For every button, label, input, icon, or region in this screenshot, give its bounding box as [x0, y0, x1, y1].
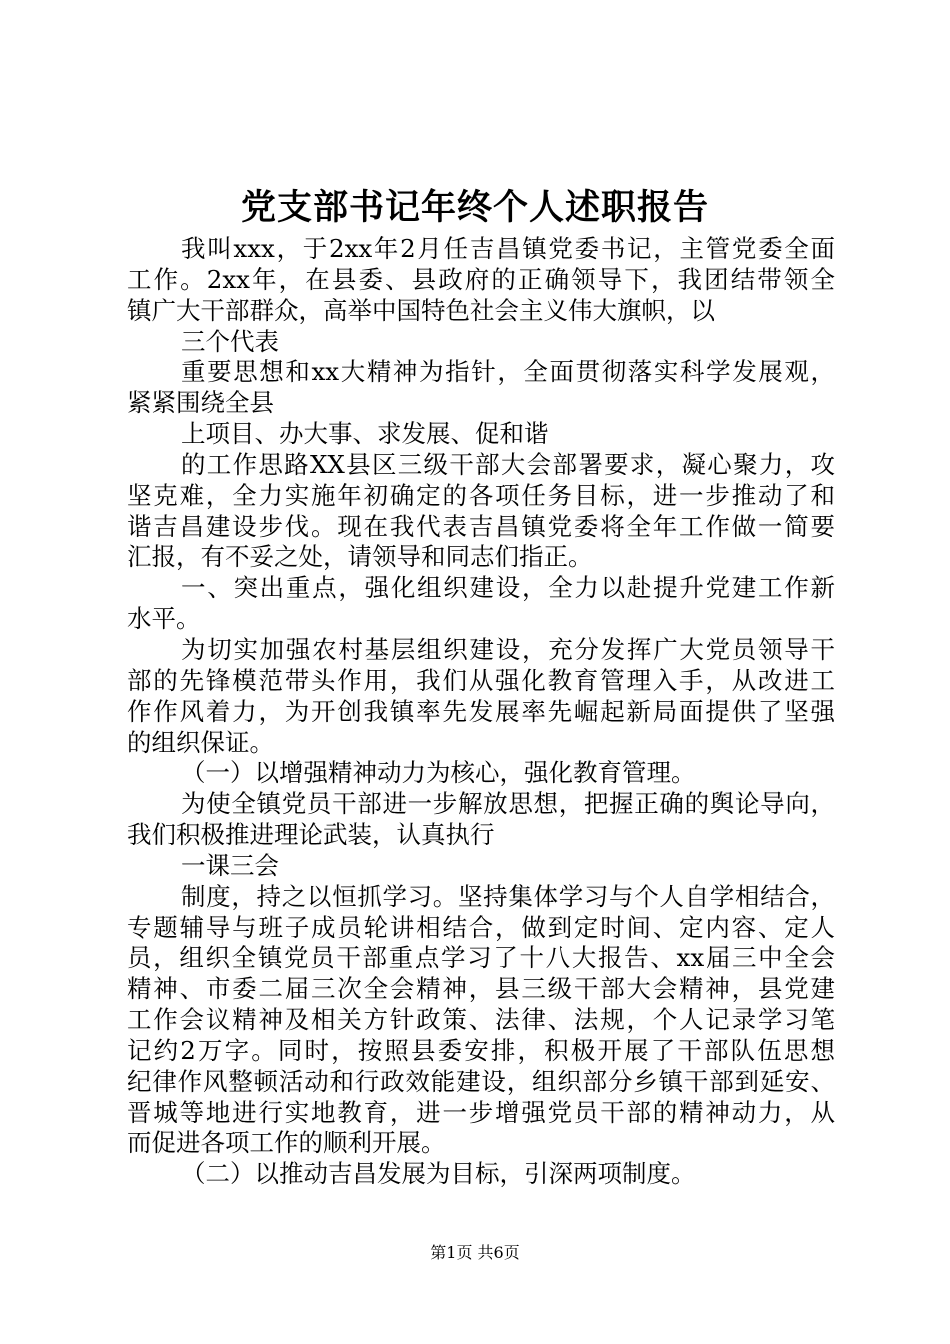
text-line: （一）以增强精神动力为核心，强化教育管理。 [181, 758, 696, 788]
text-line: 的组织保证。 [127, 727, 274, 757]
text-line: 作作风着力，为开创我镇率先发展率先崛起新局面提供了坚强 [127, 696, 835, 726]
text-line: 我们积极推进理论武装，认真执行 [127, 820, 495, 850]
text-line: 水平。 [127, 604, 201, 634]
text-line: 三个代表 [181, 326, 279, 356]
text-line: 为使全镇党员干部进一步解放思想，把握正确的舆论导向， [181, 789, 835, 819]
text-line: （二）以推动吉昌发展为目标，引深两项制度。 [181, 1159, 696, 1189]
text-line: 为切实加强农村基层组织建设，充分发挥广大党员领导干 [181, 634, 835, 664]
page-footer: 第1页 共6页 [430, 1243, 520, 1262]
text-line: 重要思想和xx大精神为指针，全面贯彻落实科学发展观， [181, 357, 835, 387]
text-line: 部的先锋模范带头作用，我们从强化教育管理入手，从改进工 [127, 665, 835, 695]
text-line: 紧紧围绕全县 [127, 388, 274, 418]
text-line: 谐吉昌建设步伐。现在我代表吉昌镇党委将全年工作做一简要 [127, 511, 835, 541]
text-line: 工作会议精神及相关方针政策、法律、法规，个人记录学习笔 [127, 1005, 835, 1035]
text-line: 记约2万字。同时，按照县委安排，积极开展了干部队伍思想 [127, 1035, 835, 1065]
document-body [127, 234, 835, 1190]
text-line: 专题辅导与班子成员轮讲相结合，做到定时间、定内容、定人 [127, 912, 835, 942]
text-line: 晋城等地进行实地教育，进一步增强党员干部的精神动力，从 [127, 1097, 835, 1127]
text-line: 一、突出重点，强化组织建设，全力以赴提升党建工作新 [181, 573, 835, 603]
text-line: 工作。2xx年，在县委、县政府的正确领导下，我团结带领全 [127, 264, 835, 294]
text-line: 员，组织全镇党员干部重点学习了十八大报告、xx届三中全会 [127, 943, 835, 973]
text-line: 我叫xxx，于2xx年2月任吉昌镇党委书记，主管党委全面 [181, 234, 835, 263]
text-line: 一课三会 [181, 850, 279, 880]
text-line: 镇广大干部群众，高举中国特色社会主义伟大旗帜，以 [127, 295, 715, 325]
text-line: 制度，持之以恒抓学习。坚持集体学习与个人自学相结合， [181, 881, 835, 911]
document-title: 党支部书记年终个人述职报告 [240, 187, 709, 228]
text-line: 精神、市委二届三次全会精神，县三级干部大会精神，县党建 [127, 974, 835, 1004]
text-line: 而促进各项工作的顺利开展。 [127, 1128, 446, 1158]
text-line: 纪律作风整顿活动和行政效能建设，组织部分乡镇干部到延安、 [127, 1066, 835, 1096]
text-line: 坚克难，全力实施年初确定的各项任务目标，进一步推动了和 [127, 480, 835, 510]
text-line: 上项目、办大事、求发展、促和谐 [181, 419, 549, 449]
text-line: 汇报，有不妥之处，请领导和同志们指正。 [127, 542, 593, 572]
text-line: 的工作思路XX县区三级干部大会部署要求，凝心聚力，攻 [181, 449, 835, 479]
